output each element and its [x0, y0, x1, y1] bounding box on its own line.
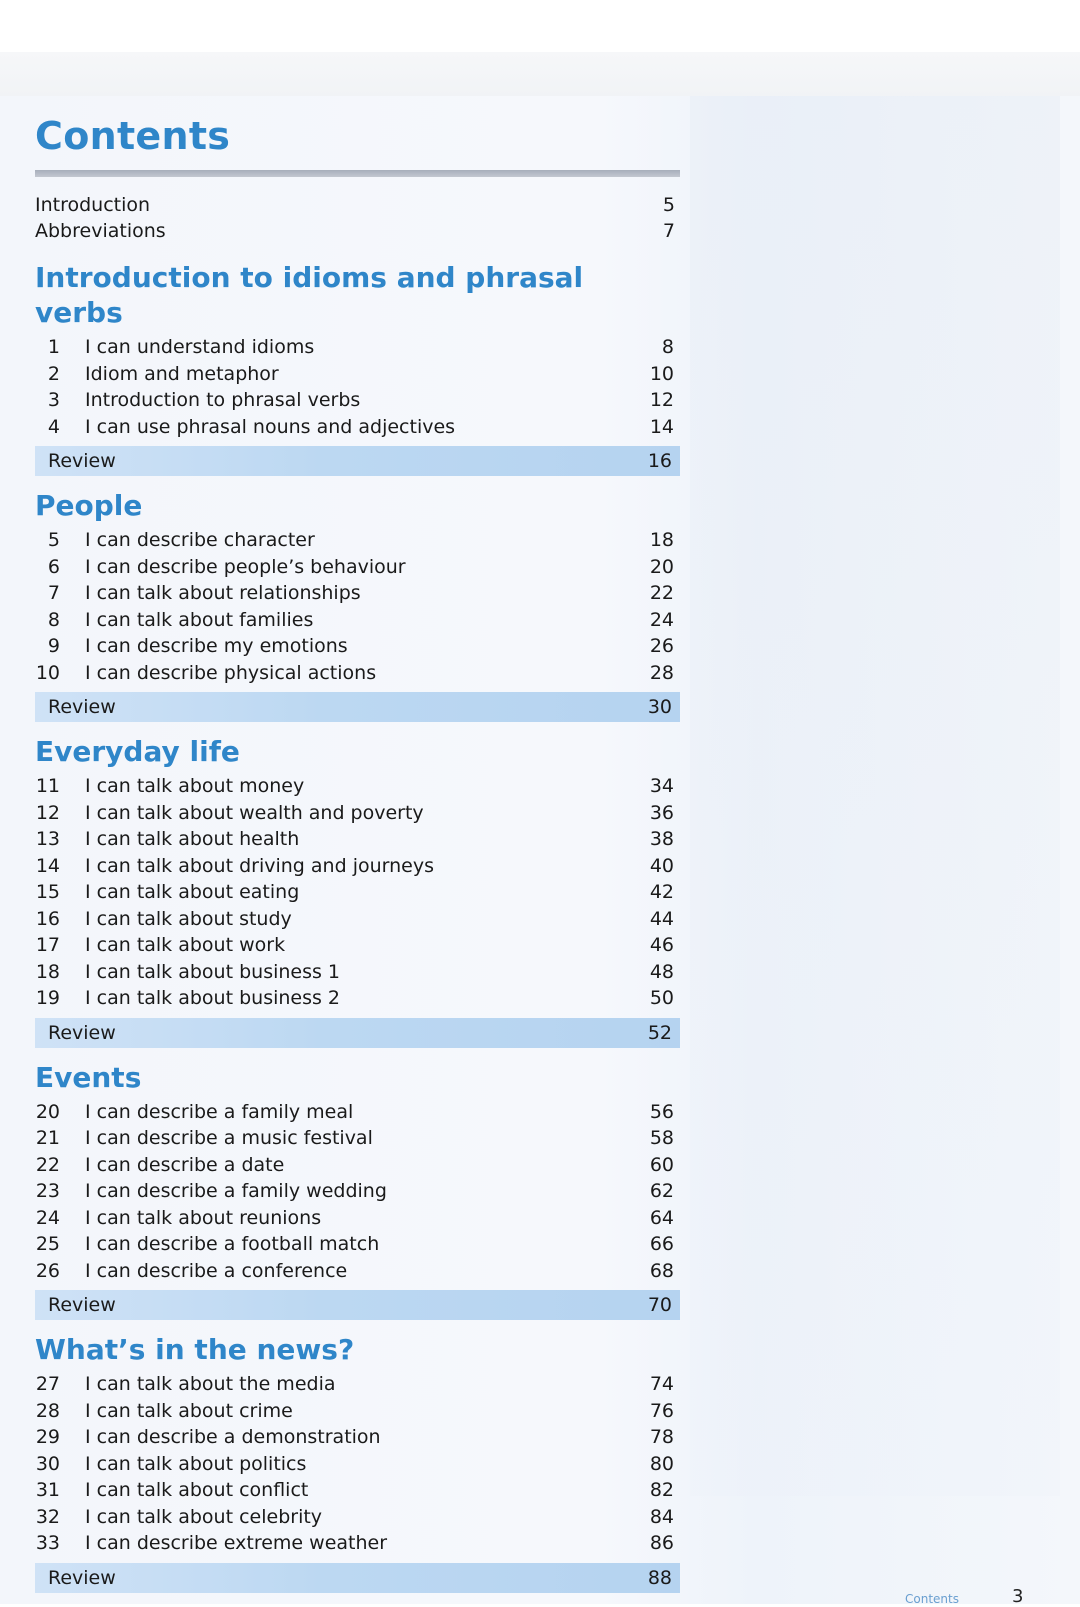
unit-title: I can talk about health — [85, 828, 300, 850]
unit-row — [35, 361, 680, 388]
unit-row — [35, 1477, 680, 1504]
unit-page: 68 — [649, 1259, 674, 1282]
review-label: Review — [48, 1021, 116, 1044]
unit-title: I can describe people’s behaviour — [85, 555, 406, 578]
unit-page: 58 — [649, 1127, 674, 1149]
unit-row — [35, 607, 680, 634]
unit-page: 64 — [649, 1206, 674, 1229]
unit-row — [35, 773, 680, 800]
contents-sections — [35, 260, 680, 1605]
unit-title: I can describe my emotions — [85, 635, 348, 657]
unit-number: 2 — [47, 362, 60, 385]
unit-number: 7 — [47, 582, 60, 604]
unit-title: I can talk about families — [85, 608, 314, 631]
unit-number: 11 — [35, 775, 60, 797]
review-label: Review — [48, 1294, 116, 1316]
review-page: 88 — [647, 1566, 672, 1589]
unit-row — [35, 853, 680, 880]
unit-row — [35, 1451, 680, 1478]
unit-number: 32 — [35, 1505, 60, 1528]
unit-page: 14 — [649, 415, 674, 438]
unit-row — [35, 932, 680, 959]
unit-number: 22 — [35, 1153, 60, 1176]
unit-title: I can talk about eating — [85, 881, 300, 903]
unit-row — [35, 1371, 680, 1398]
unit-number: 21 — [35, 1127, 60, 1149]
unit-number: 15 — [35, 881, 60, 903]
unit-row — [35, 1258, 680, 1285]
unit-page: 74 — [649, 1373, 674, 1395]
unit-title: I can describe character — [85, 529, 315, 551]
unit-title: I can describe a family meal — [85, 1100, 354, 1123]
unit-row — [35, 1178, 680, 1205]
review-row — [35, 1563, 680, 1593]
unit-number: 25 — [35, 1233, 60, 1255]
unit-page: 56 — [649, 1100, 674, 1123]
footer-page-number: 3 — [1012, 1586, 1024, 1607]
unit-row — [35, 387, 680, 414]
unit-number: 6 — [47, 555, 60, 578]
unit-row — [35, 414, 680, 441]
contents-section — [35, 1060, 680, 1321]
unit-page: 46 — [649, 934, 674, 956]
unit-page: 18 — [649, 529, 674, 551]
unit-page: 84 — [649, 1505, 674, 1528]
unit-row — [35, 959, 680, 986]
unit-page: 28 — [649, 661, 674, 684]
unit-page: 50 — [649, 987, 674, 1009]
unit-title: I can use phrasal nouns and adjectives — [85, 415, 456, 438]
review-label: Review — [48, 1566, 116, 1589]
unit-title: I can talk about the media — [85, 1373, 336, 1395]
unit-title: I can describe a family wedding — [85, 1180, 387, 1202]
unit-page: 78 — [649, 1426, 674, 1448]
unit-page: 76 — [649, 1399, 674, 1422]
unit-title: I can talk about politics — [85, 1452, 307, 1475]
unit-number: 14 — [35, 854, 60, 877]
unit-number: 8 — [47, 608, 60, 631]
unit-title: I can talk about work — [85, 934, 286, 956]
show-through-right-column — [690, 96, 1060, 1496]
review-page: 70 — [647, 1294, 672, 1316]
unit-row — [35, 985, 680, 1012]
viewer-top-bar — [0, 0, 1080, 52]
unit-title: I can talk about study — [85, 907, 292, 930]
unit-page: 34 — [649, 775, 674, 797]
unit-row — [35, 1424, 680, 1451]
unit-title: I can describe extreme weather — [85, 1532, 388, 1554]
unit-title: I can describe a demonstration — [85, 1426, 381, 1448]
section-title: Introduction to idioms and phrasal verbs — [35, 261, 584, 329]
viewer-top-edge — [0, 52, 1080, 96]
unit-number: 24 — [35, 1206, 60, 1229]
front-matter-item — [35, 218, 675, 244]
unit-title: I can describe physical actions — [85, 661, 377, 684]
unit-page: 86 — [649, 1532, 674, 1554]
front-matter-list — [35, 192, 675, 244]
unit-row — [35, 826, 680, 853]
unit-row — [35, 580, 680, 607]
review-page: 16 — [647, 450, 672, 472]
unit-title: I can describe a conference — [85, 1259, 348, 1282]
unit-page: 22 — [649, 582, 674, 604]
contents-section — [35, 488, 680, 722]
unit-title: I can talk about conflict — [85, 1479, 309, 1501]
unit-page: 10 — [649, 362, 674, 385]
unit-title: I can talk about crime — [85, 1399, 293, 1422]
unit-page: 48 — [649, 960, 674, 983]
unit-number: 23 — [35, 1180, 60, 1202]
unit-page: 40 — [649, 854, 674, 877]
unit-number: 18 — [35, 960, 60, 983]
review-row — [35, 692, 680, 722]
front-matter-label: Introduction — [35, 194, 151, 216]
page-title: Contents — [35, 114, 231, 158]
unit-number: 27 — [35, 1373, 60, 1395]
unit-title: I can talk about money — [85, 775, 305, 797]
unit-number: 10 — [35, 661, 60, 684]
section-title: What’s in the news? — [35, 1333, 355, 1366]
unit-row — [35, 334, 680, 361]
unit-number: 9 — [47, 635, 60, 657]
review-page: 30 — [647, 696, 672, 718]
unit-title: I can talk about business 1 — [85, 960, 341, 983]
review-label: Review — [48, 450, 116, 472]
unit-row — [35, 527, 680, 554]
unit-number: 3 — [47, 389, 60, 411]
section-title: Everyday life — [35, 735, 240, 768]
unit-number: 28 — [35, 1399, 60, 1422]
unit-number: 19 — [35, 987, 60, 1009]
unit-page: 36 — [649, 801, 674, 824]
review-row — [35, 1290, 680, 1320]
unit-title: I can talk about driving and journeys — [85, 854, 434, 877]
review-row — [35, 446, 680, 476]
unit-page: 26 — [649, 635, 674, 657]
unit-number: 29 — [35, 1426, 60, 1448]
unit-number: 20 — [35, 1100, 60, 1123]
unit-row — [35, 906, 680, 933]
contents-section — [35, 734, 680, 1048]
unit-row — [35, 1099, 680, 1126]
section-title: Events — [35, 1060, 142, 1094]
unit-page: 44 — [649, 907, 674, 930]
unit-number: 16 — [35, 907, 60, 930]
section-title: People — [35, 489, 143, 522]
title-rule — [35, 170, 680, 177]
unit-row — [35, 554, 680, 581]
unit-page: 8 — [661, 336, 674, 358]
unit-title: Introduction to phrasal verbs — [85, 389, 361, 411]
contents-section — [35, 260, 680, 476]
unit-row — [35, 660, 680, 687]
unit-number: 30 — [35, 1452, 60, 1475]
front-matter-page: 5 — [662, 194, 675, 216]
unit-number: 12 — [35, 801, 60, 824]
unit-page: 80 — [649, 1452, 674, 1475]
unit-title: I can talk about business 2 — [85, 987, 341, 1009]
unit-row — [35, 1125, 680, 1152]
review-label: Review — [48, 696, 116, 718]
unit-row — [35, 1530, 680, 1557]
unit-row — [35, 800, 680, 827]
unit-number: 13 — [35, 828, 60, 850]
front-matter-page: 7 — [662, 220, 675, 242]
unit-title: I can describe a music festival — [85, 1127, 373, 1149]
unit-number: 31 — [35, 1479, 60, 1501]
unit-page: 24 — [649, 608, 674, 631]
review-row — [35, 1018, 680, 1048]
unit-title: I can talk about wealth and poverty — [85, 801, 424, 824]
unit-number: 5 — [47, 529, 60, 551]
front-matter-item — [35, 192, 675, 218]
unit-title: I can talk about celebrity — [85, 1505, 323, 1528]
unit-number: 17 — [35, 934, 60, 956]
unit-title: I can describe a date — [85, 1153, 285, 1176]
unit-page: 82 — [649, 1479, 674, 1501]
unit-row — [35, 633, 680, 660]
unit-title: Idiom and metaphor — [85, 362, 279, 385]
unit-page: 66 — [649, 1233, 674, 1255]
unit-row — [35, 1152, 680, 1179]
unit-number: 1 — [47, 336, 60, 358]
unit-title: I can describe a football match — [85, 1233, 380, 1255]
unit-page: 60 — [649, 1153, 674, 1176]
footer-label: Contents — [905, 1592, 959, 1606]
unit-page: 42 — [649, 881, 674, 903]
contents-section — [35, 1332, 680, 1593]
unit-page: 62 — [649, 1180, 674, 1202]
unit-number: 33 — [35, 1532, 60, 1554]
unit-row — [35, 1504, 680, 1531]
unit-title: I can talk about reunions — [85, 1206, 322, 1229]
unit-number: 4 — [47, 415, 60, 438]
unit-title: I can understand idioms — [85, 336, 315, 358]
unit-row — [35, 1231, 680, 1258]
unit-title: I can talk about relationships — [85, 582, 361, 604]
unit-page: 12 — [649, 389, 674, 411]
unit-page: 20 — [649, 555, 674, 578]
unit-page: 38 — [649, 828, 674, 850]
unit-number: 26 — [35, 1259, 60, 1282]
review-page: 52 — [647, 1021, 672, 1044]
unit-row — [35, 879, 680, 906]
unit-row — [35, 1205, 680, 1232]
unit-row — [35, 1398, 680, 1425]
front-matter-label: Abbreviations — [35, 220, 166, 242]
